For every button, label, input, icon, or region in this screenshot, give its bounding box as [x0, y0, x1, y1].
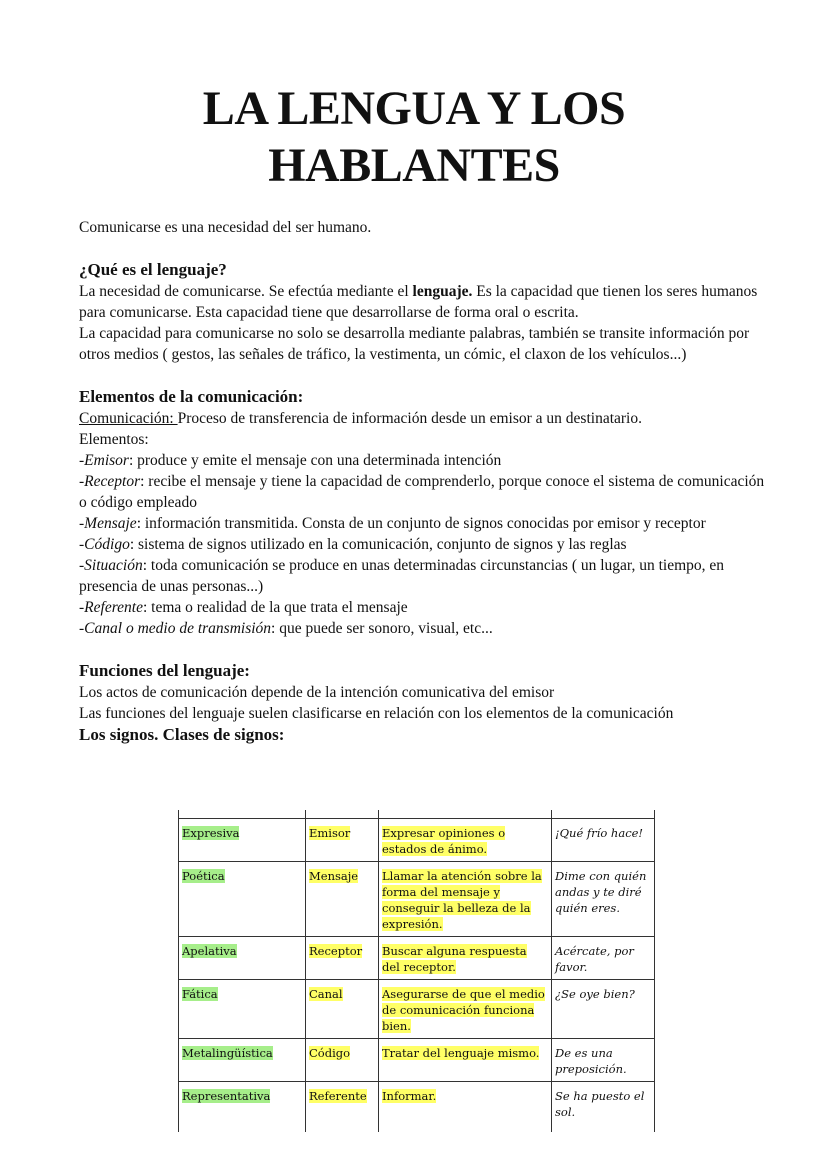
lenguaje-paragraph-1	[79, 281, 769, 323]
element-term: Canal o medio de transmisión	[84, 620, 272, 637]
table-row	[179, 862, 655, 937]
lenguaje-p1-before: La necesidad de comunicarse. Se efectúa mediante el	[79, 283, 413, 300]
function-purpose: Informar.	[382, 1089, 437, 1103]
table-row	[179, 819, 655, 862]
definition-term: Comunicación:	[79, 410, 178, 427]
page-title	[0, 80, 828, 194]
elements-intro: Elementos:	[79, 431, 149, 448]
element-text: : toda comunicación se produce en unas determinadas circunstancias ( un lugar, un tiempo, en presencia de unas personas...)	[79, 557, 725, 595]
element-term: Referente	[84, 599, 143, 616]
element-term: Emisor	[84, 452, 129, 469]
title-line-1: LA LENGUA Y LOS	[202, 82, 626, 135]
function-example: Acércate, por favor.	[552, 937, 655, 980]
function-element: Código	[309, 1046, 351, 1060]
functions-table	[178, 810, 655, 1132]
table-row	[179, 1082, 655, 1133]
function-purpose: Expresar opiniones o estados de ánimo.	[382, 826, 506, 856]
function-name: Apelativa	[182, 944, 237, 958]
title-line-2: HABLANTES	[268, 139, 560, 192]
element-item: -Referente: tema o realidad de la que trata el mensaje	[79, 599, 408, 616]
lenguaje-p1-bold: lenguaje.	[412, 283, 473, 300]
function-purpose: Llamar la atención sobre la forma del mensaje y conseguir la belleza de la expresión.	[382, 869, 542, 931]
function-element: Referente	[309, 1089, 367, 1103]
function-example: ¿Se oye bien?	[552, 980, 655, 1039]
definition-text: Proceso de transferencia de información desde un emisor a un destinatario.	[177, 410, 642, 427]
element-text: : sistema de signos utilizado en la comunicación, conjunto de signos y las reglas	[129, 536, 627, 553]
function-name: Metalingüística	[182, 1046, 273, 1060]
element-text: : información transmitida. Consta de un conjunto de signos conocidas por emisor y receptor	[136, 515, 706, 532]
element-item: -Código: sistema de signos utilizado en la comunicación, conjunto de signos y las reglas	[79, 536, 627, 553]
funciones-paragraph-1: Los actos de comunicación depende de la intención comunicativa del emisor	[79, 684, 555, 701]
element-term: Situación	[84, 557, 143, 574]
table-row	[179, 937, 655, 980]
function-name: Expresiva	[182, 826, 240, 840]
element-text: : recibe el mensaje y tiene la capacidad de comprenderlo, porque conoce el sistema de comunicación o código empleado	[79, 473, 765, 511]
table-top-edge	[179, 810, 655, 819]
element-term: Código	[84, 536, 130, 553]
function-example: Se ha puesto el sol.	[552, 1082, 655, 1133]
heading-signos: Los signos. Clases de signos:	[79, 725, 285, 744]
document-body	[79, 217, 769, 746]
function-name: Representativa	[182, 1089, 271, 1103]
element-item: -Emisor: produce y emite el mensaje con una determinada intención	[79, 452, 502, 469]
funciones-paragraph-2: Las funciones del lenguaje suelen clasificarse en relación con los elementos de la comunicación	[79, 705, 674, 722]
function-name: Poética	[182, 869, 225, 883]
element-text: : tema o realidad de la que trata el mensaje	[142, 599, 408, 616]
function-element: Mensaje	[309, 869, 359, 883]
element-term: Mensaje	[84, 515, 137, 532]
function-element: Receptor	[309, 944, 363, 958]
element-item: -Mensaje: información transmitida. Consta de un conjunto de signos conocidas por emisor y receptor	[79, 515, 706, 532]
element-text: : que puede ser sonoro, visual, etc...	[271, 620, 493, 637]
function-purpose: Buscar alguna respuesta del receptor.	[382, 944, 527, 974]
heading-elementos: Elementos de la comunicación:	[79, 387, 304, 406]
element-term: Receptor	[84, 473, 141, 490]
element-item: -Receptor: recibe el mensaje y tiene la capacidad de comprenderlo, porque conoce el sistema de comunicación o código empleado	[79, 473, 765, 511]
element-item: -Canal o medio de transmisión: que puede ser sonoro, visual, etc...	[79, 620, 493, 637]
definition-comunicacion	[79, 408, 769, 429]
function-element: Canal	[309, 987, 343, 1001]
function-name: Fática	[182, 987, 218, 1001]
function-example: ¡Qué frío hace!	[552, 819, 655, 862]
function-example: Dime con quién andas y te diré quién eres.	[552, 862, 655, 937]
function-purpose: Tratar del lenguaje mismo.	[382, 1046, 540, 1060]
element-item: -Situación: toda comunicación se produce en unas determinadas circunstancias ( un lugar, un tiempo, en presencia de unas personas...)	[79, 557, 725, 595]
heading-funciones: Funciones del lenguaje:	[79, 661, 250, 680]
table-row	[179, 1039, 655, 1082]
lenguaje-p1-after: Es la capacidad que tienen los seres humanos para comunicarse. Esta capacidad tiene que desarrollarse de forma oral o escrita.	[79, 283, 758, 321]
function-purpose: Asegurarse de que el medio de comunicación funciona bien.	[382, 987, 545, 1033]
function-example: De es una preposición.	[552, 1039, 655, 1082]
function-element: Emisor	[309, 826, 351, 840]
heading-lenguaje: ¿Qué es el lenguaje?	[79, 260, 227, 279]
element-text: : produce y emite el mensaje con una determinada intención	[128, 452, 502, 469]
intro-paragraph: Comunicarse es una necesidad del ser humano.	[79, 219, 372, 236]
table-row	[179, 980, 655, 1039]
lenguaje-paragraph-2: La capacidad para comunicarse no solo se desarrolla mediante palabras, también se transite información por otros medios ( gestos, las señales de tráfico, la vestimenta, un cómic, el claxon de los vehículos...)	[79, 325, 750, 363]
